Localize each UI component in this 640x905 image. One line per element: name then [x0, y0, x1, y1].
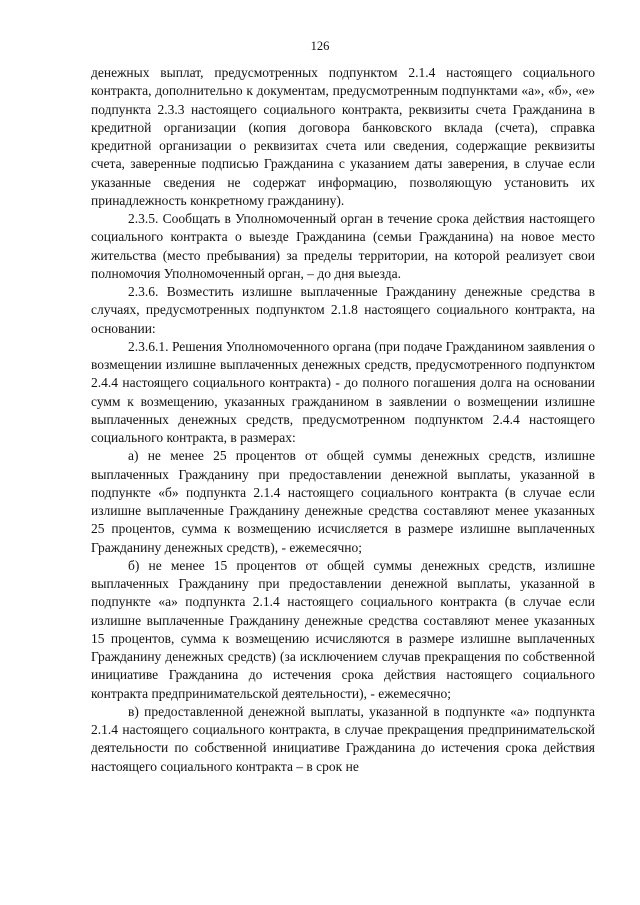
body-text [91, 64, 595, 776]
paragraph: 2.3.5. Сообщать в Уполномоченный орган в течение срока действия настоящего социального контракта о выезде Гражданина (семьи Гражданина) на новое место жительства (место пребывания) за пределы территории, на которой реализует свои полномочия Уполномоченный орган, – до дня выезда. [91, 211, 595, 281]
paragraph: 2.3.6.1. Решения Уполномоченного органа (при подаче Гражданином заявления о возмещении излишне выплаченных денежных средств, предусмотренного подпунктом 2.4.4 настоящего социального контракта) - до полного погашения долга на основании сумм к возмещению, указанных гражданином в заявлении о возмещении излишне выплаченных денежных средств, предусмотренном подпунктом 2.4.4 настоящего социального контракта, в размерах: [91, 338, 595, 445]
paragraph: в) предоставленной денежной выплаты, указанной в подпункте «а» подпункта 2.1.4 настоящего социального контракта, в случае прекращения предпринимательской деятельности по собственной инициативе Гражданина до истечения срока действия настоящего социального контракта – в срок не [91, 703, 595, 774]
paragraph: денежных выплат, предусмотренных подпунктом 2.1.4 настоящего социального контракта, дополнительно к документам, предусмотренным подпунктами «а», «б», «е» подпункта 2.3.3 настоящего социального контракта, реквизиты счета Гражданина в кредитной организации (копия договора банковского вклада (счета), справка кредитной организации о реквизитах счета или сведения, содержащие реквизиты счета, заверенные подписью Гражданина с указанием даты заверения, в случае если указанные сведения не содержат информацию, позволяющую установить их принадлежность конкретному гражданину). [91, 65, 595, 208]
paragraph: 2.3.6. Возместить излишне выплаченные Гражданину денежные средства в случаях, предусмотренных подпунктом 2.1.8 настоящего социального контракта, на основании: [91, 284, 595, 336]
page-number: 126 [310, 39, 330, 53]
paragraph: а) не менее 25 процентов от общей суммы денежных средств, излишне выплаченных Гражданину при предоставлении денежной выплаты, указанной в подпункте «б» подпункта 2.1.4 настоящего социального контракта (в случае если излишне выплаченные Гражданину денежные средства составляют менее указанных 25 процентов, сумма к возмещению исчисляется в размере излишне выплаченных Гражданину денежных средств), - ежемесячно; [91, 448, 595, 555]
paragraph: б) не менее 15 процентов от общей суммы денежных средств, излишне выплаченных Гражданину при предоставлении денежной выплаты, указанной в подпункте «а» подпункта 2.1.4 настоящего социального контракта (в случае если излишне выплаченные Гражданину денежные средства составляют менее указанных 15 процентов, сумма к возмещению исчисляются в размере излишне выплаченных Гражданину денежных средств) (за исключением случав прекращения по собственной инициативе Гражданина до истечения срока действия настоящего социального контракта предпринимательской деятельности), - ежемесячно; [91, 557, 595, 701]
